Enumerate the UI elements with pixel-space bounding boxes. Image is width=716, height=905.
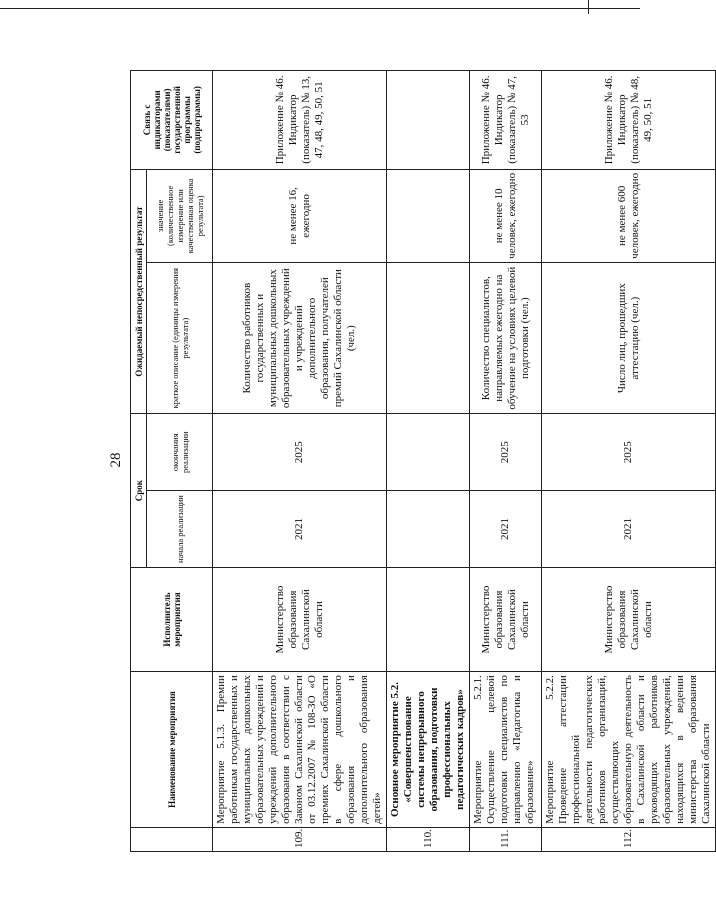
row-link: Приложение № 46. Индикатор (показатель) № 13, 47, 48, 49, 50, 51: [213, 71, 387, 170]
header-link: Связь с индикаторами (показателями) государственной программы (подпрограммы): [131, 71, 213, 170]
table-row: [470, 71, 542, 852]
row-link: Приложение № 46. Индикатор (показатель) № 47, 53: [470, 71, 542, 170]
row-start: 2021: [542, 491, 716, 568]
row-value: не менее 10 человек, ежегодно: [470, 169, 542, 262]
row-end: 2025: [542, 414, 716, 491]
corner-tick: [588, 0, 589, 14]
rotated-page: [90, 60, 712, 860]
row-value: [387, 169, 470, 262]
row-executor: Министерство образования Сахалинской области: [542, 567, 716, 671]
header-executor: Исполнитель мероприятия: [131, 567, 213, 671]
row-link: Приложение № 46. Индикатор (показатель) № 48, 49, 50, 51: [542, 71, 716, 170]
row-executor: [387, 567, 470, 671]
row-name: Основное мероприятие 5.2. «Совершенствование системы непрерывного образования, подготовки профессиональных педагогических кадров»: [387, 672, 470, 828]
page-number: 28: [108, 452, 124, 468]
header-row-1: [131, 71, 147, 852]
top-rule: [0, 8, 640, 9]
row-start: [387, 491, 470, 568]
table-row: [213, 71, 387, 852]
row-end: 2025: [213, 414, 387, 491]
row-end: [387, 414, 470, 491]
row-name: Мероприятие 5.2.1. Осуществление целевой подготовки специалистов по направлению «Педагогика и образование»: [470, 672, 542, 828]
row-name: Мероприятие 5.1.3. Премии работникам государственных и муниципальных дошкольных образовательных учреждений и учреждений дополнительного образования в соответствии с Законом Сахалинской области от 03.12.2007 № 108-ЗО «О премиях Сахалинской области в сфере дошкольного образования и дополнительного образования детей»: [213, 672, 387, 828]
row-start: 2021: [470, 491, 542, 568]
row-link: [387, 71, 470, 170]
row-number: 112.: [542, 827, 716, 851]
table-row: [387, 71, 470, 852]
row-name: Мероприятие 5.2.2. Проведение аттестации профессиональной деятельности педагогических работников организаций, осуществляющих образовательную деятельность в Сахалинской области и руководящих работников образовательных учреждений, находящихся в ведении министерства образования Сахалинской области: [542, 672, 716, 828]
header-result-short: краткое описание (единицы измерения результата): [147, 262, 213, 413]
row-value: не менее 16, ежегодно: [213, 169, 387, 262]
row-result: Число лиц, прошедших аттестацию (чел.): [542, 262, 716, 413]
header-term-start: начала реализации: [147, 491, 213, 568]
row-executor: Министерство образования Сахалинской области: [470, 567, 542, 671]
row-number: 109.: [213, 827, 387, 851]
header-term: Срок: [131, 414, 147, 568]
row-result: [387, 262, 470, 413]
header-name: Наименование мероприятия: [131, 672, 213, 828]
header-result: Ожидаемый непосредственный результат: [131, 169, 147, 414]
header-term-end: окончания реализации: [147, 414, 213, 491]
row-result: Количество специалистов, направляемых ежегодно на обучение на условиях целевой подготовки (чел.): [470, 262, 542, 413]
header-num: [131, 827, 213, 851]
row-start: 2021: [213, 491, 387, 568]
program-table: [130, 70, 716, 852]
row-number: 110.: [387, 827, 470, 851]
row-result: Количество работников государственных и муниципальных дошкольных образовательных учреждений и учреждений дополнительного образования, получателей премий Сахалинской области (чел.): [213, 262, 387, 413]
row-executor: Министерство образования Сахалинской области: [213, 567, 387, 671]
header-result-value: значение (количественное измерение или качественная оценка результата): [147, 169, 213, 262]
row-number: 111.: [470, 827, 542, 851]
row-value: не менее 600 человек, ежегодно: [542, 169, 716, 262]
table-row: [542, 71, 716, 852]
row-end: 2025: [470, 414, 542, 491]
